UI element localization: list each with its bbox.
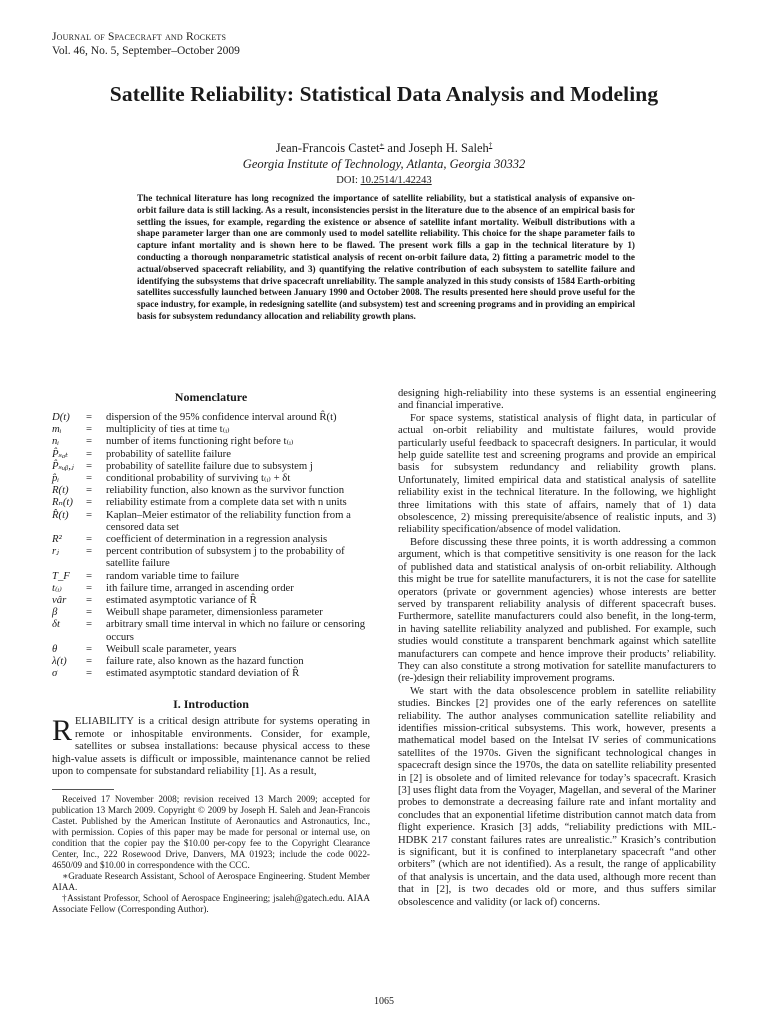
nomenclature-row bbox=[52, 435, 370, 447]
nomenclature-symbol: R̂(t) bbox=[52, 508, 69, 521]
nomenclature-row bbox=[52, 570, 370, 582]
nomenclature-row bbox=[52, 643, 370, 655]
author-block bbox=[0, 137, 768, 172]
nomenclature-row bbox=[52, 423, 370, 435]
affiliation: Georgia Institute of Technology, Atlanta, Georgia 30332 bbox=[242, 157, 526, 172]
page-number: 1065 bbox=[374, 996, 394, 1007]
nomenclature-definition: failure rate, also known as the hazard function bbox=[106, 655, 304, 668]
nomenclature-eq: = bbox=[86, 606, 93, 619]
nomenclature-row bbox=[52, 411, 370, 423]
nomenclature-eq: = bbox=[86, 423, 93, 436]
nomenclature-row bbox=[52, 582, 370, 594]
author-2-footnote-mark[interactable]: † bbox=[488, 141, 493, 149]
introduction-paragraph bbox=[52, 716, 370, 778]
nomenclature-definition: multiplicity of ties at time t₍ᵢ₎ bbox=[106, 423, 230, 436]
nomenclature-definition: Weibull scale parameter, years bbox=[106, 642, 237, 655]
nomenclature-eq: = bbox=[86, 581, 93, 594]
nomenclature-heading: Nomenclature bbox=[174, 390, 248, 404]
nomenclature-symbol: D(t) bbox=[52, 411, 70, 423]
nomenclature-definition: Kaplan–Meier estimator of the reliability function from a censored data set bbox=[106, 508, 351, 533]
nomenclature-row bbox=[52, 484, 370, 496]
nomenclature-definition: number of items functioning right before t₍ᵢ₎ bbox=[106, 435, 294, 448]
nomenclature-definition: reliability function, also known as the survivor function bbox=[106, 484, 345, 497]
nomenclature-eq: = bbox=[86, 435, 93, 448]
nomenclature-eq: = bbox=[86, 459, 93, 472]
nomenclature-eq: = bbox=[86, 447, 93, 460]
nomenclature-symbol: λ(t) bbox=[52, 655, 67, 668]
paper-title: Satellite Reliability: Statistical Data Analysis and Modeling bbox=[109, 82, 659, 106]
nomenclature-row bbox=[52, 606, 370, 618]
nomenclature-definition: dispersion of the 95% confidence interval around R̂(t) bbox=[106, 411, 337, 423]
nomenclature-row bbox=[52, 509, 370, 533]
nomenclature-eq: = bbox=[86, 642, 93, 655]
nomenclature-eq: = bbox=[86, 667, 93, 680]
nomenclature-definition: estimated asymptotic variance of R̂ bbox=[106, 594, 257, 607]
nomenclature-row bbox=[52, 667, 370, 679]
body-paragraph-1: designing high-reliability into these systems is an essential engineering and financial imperative. bbox=[398, 388, 716, 412]
nomenclature-symbol: t₍ᵢ₎ bbox=[52, 581, 62, 594]
left-column bbox=[52, 390, 370, 915]
author-and: and bbox=[384, 141, 409, 156]
nomenclature-symbol: Rₙ(t) bbox=[52, 496, 73, 509]
nomenclature-symbol: rⱼ bbox=[52, 545, 59, 558]
body-paragraph-3: Before discussing these three points, it is worth addressing a common argument, which is that competitive sensitivity is one reason for the lack of published data and statistical analysis of on-orbit reliability. Although this might be true for satellite manufacturers, it is not the case for satellite operators (private or government agencies) whose interests are better served by transparent reliability analysis of different spacecraft buses. Furthermore, satellite manufacturers could also benefit, in the long-term, in having satellite reliability analyzed and published. For example, such studies would constitute a transparent benchmark against which satellite manufacturers can compete and hence improve their products’ reliability. They can also constitute a strong motivation for satellite manufacturers to (re-)design their reliability improvement programs. bbox=[398, 536, 716, 685]
journal-volume: Vol. 46, No. 5, September–October 2009 bbox=[52, 45, 240, 57]
nomenclature-row bbox=[52, 448, 370, 460]
nomenclature-symbol: P̂ₛᵤᵦ,ⱼ bbox=[52, 459, 74, 472]
nomenclature-symbol: δt bbox=[52, 618, 60, 631]
nomenclature-eq: = bbox=[86, 618, 93, 631]
nomenclature-eq: = bbox=[86, 496, 93, 509]
nomenclature-definition: ith failure time, arranged in ascending order bbox=[106, 581, 294, 594]
nomenclature-symbol: vâr bbox=[52, 594, 67, 607]
nomenclature-row bbox=[52, 655, 370, 667]
nomenclature-definition: coefficient of determination in a regression analysis bbox=[106, 533, 328, 546]
footnote-author-1: ∗Graduate Research Assistant, School of Aerospace Engineering. Student Member AIAA. bbox=[52, 870, 370, 892]
nomenclature-eq: = bbox=[86, 472, 93, 485]
nomenclature-row bbox=[52, 618, 370, 642]
author-1-footnote-mark[interactable]: ∗ bbox=[379, 141, 385, 149]
doi-line bbox=[0, 175, 768, 186]
abstract: The technical literature has long recognized the importance of satellite reliability, but a statistical analysis of expansive on-orbit failure data is still lacking. As a result, inconsistencies persist in the literature due to the absence of an empirical basis for settling the issues, for example, regarding the existence or absence of satellite infant mortality. Weibull distributions with a shape parameter larger than one are commonly used to model satellite reliability. This choice for the shape parameter fails to capture infant mortality and is shown here to be flawed. The present work fills a gap in the technical literature by 1) conducting a thorough nonparametric statistical analysis of recent on-orbit failure data, 2) fitting a parametric model to the actual/observed spacecraft reliability, and 3) quantifying the relative contribution of each subsystem to satellite failure and identifying the subsystems that drive spacecraft unreliability. The sample analyzed in this study consists of 1584 Earth-orbiting satellites successfully launched between January 1990 and October 2008. The results presented here should prove useful for the space industry, for example, in redesigning satellite (and subsystem) test and screening programs and in providing an empirical basis for subsystem redundancy allocation and reliability growth plans. bbox=[137, 193, 635, 321]
nomenclature-definition: reliability estimate from a complete data set with n units bbox=[106, 496, 347, 509]
nomenclature-row bbox=[52, 472, 370, 484]
author-2[interactable]: Joseph H. Saleh bbox=[408, 141, 489, 156]
nomenclature-definition: arbitrary small time interval in which no failure or censoring occurs bbox=[106, 618, 366, 643]
nomenclature-eq: = bbox=[86, 533, 93, 546]
nomenclature-list bbox=[52, 411, 370, 679]
footnote-author-2: †Assistant Professor, School of Aerospace Engineering; jsaleh@gatech.edu. AIAA Associate Fellow (Corresponding Author). bbox=[52, 892, 370, 914]
nomenclature-row bbox=[52, 545, 370, 569]
nomenclature-definition: random variable time to failure bbox=[106, 569, 239, 582]
nomenclature-eq: = bbox=[86, 508, 93, 521]
body-paragraph-4: We start with the data obsolescence problem in satellite reliability studies. Binckes [2] provides one of the early references on satellite reliability. The author analyses communication satellite reliability and identifies mission-critical subsystems. This work, however, presents a mathematical model based on the Intelsat IV series of communications satellites of the 1970s. Given the significant technological changes in spacecraft design since the 1970s, the data on satellite reliability presented in [2] is obsolete and of limited relevance for today’s spacecraft. Krasich [3] uses flight data from the Voyager, Magellan, and several of the Mariner probes to demonstrate a decreasing failure rate and infant mortality and concludes that an exponential lifetime distribution cannot match data from flight experience. Krasich [3] adds, “reliability predictions with MIL-HDBK 217 constant failures rates are unrealistic.” Krasich’s contribution is significant, but it is confined to interplanetary spacecraft “and other orbiters” (which are not identified). As a result, the range of applicability of that analysis is uncertain, and the data used, although more recent than that in [2], is two decades old or more, and thus suffers similar obsolescence and validity (or lack of) concerns. bbox=[398, 685, 716, 908]
nomenclature-definition: estimated asymptotic standard deviation of R̂ bbox=[106, 667, 300, 680]
nomenclature-symbol: nᵢ bbox=[52, 435, 60, 448]
nomenclature-symbol: θ bbox=[52, 642, 58, 655]
nomenclature-symbol: T_F bbox=[52, 569, 70, 582]
nomenclature-symbol: R² bbox=[52, 533, 62, 546]
nomenclature-symbol: p̂ᵢ bbox=[52, 472, 60, 485]
nomenclature-definition: probability of satellite failure due to subsystem j bbox=[106, 459, 313, 472]
nomenclature-symbol: β bbox=[52, 606, 58, 619]
doi-label: DOI: bbox=[336, 175, 361, 186]
nomenclature-definition: conditional probability of surviving t₍ᵢ₎ + δt bbox=[106, 472, 291, 485]
doi-link[interactable]: 10.2514/1.42243 bbox=[360, 175, 432, 186]
nomenclature-definition: Weibull shape parameter, dimensionless parameter bbox=[106, 606, 323, 619]
nomenclature-symbol: mᵢ bbox=[52, 423, 62, 436]
nomenclature-eq: = bbox=[86, 411, 93, 423]
footnote-received: Received 17 November 2008; revision received 13 March 2009; accepted for publication 13 March 2009. Copyright © 2009 by Joseph H. Saleh and Jean-Francois Castet. Published by the American Institute of Aeronautics and Astronautics, Inc., with permission. Copies of this paper may be made for personal or internal use, on condition that the copier pay the $10.00 per-copy fee to the Copyright Clearance Center, Inc., 222 Rosewood Drive, Danvers, MA 01923; include the code 0022-4650/09 and $10.00 in correspondence with the CCC. bbox=[52, 793, 370, 870]
nomenclature-eq: = bbox=[86, 484, 93, 497]
right-column bbox=[398, 388, 716, 909]
journal-header bbox=[52, 30, 240, 58]
nomenclature-row bbox=[52, 460, 370, 472]
intro-text: is a critical design attribute for systems operating in remote or inhospitable environments. Consider, for example, satellites or subsea installations: because physical access to these high-value assets is difficult or impossible, maintenance cannot be relied upon to compensate for substandard reliability [1]. As a result, bbox=[52, 716, 370, 778]
nomenclature-definition: probability of satellite failure bbox=[106, 447, 231, 460]
nomenclature-eq: = bbox=[86, 594, 93, 607]
dropcap: R bbox=[52, 714, 73, 748]
nomenclature-row bbox=[52, 496, 370, 508]
author-1[interactable]: Jean-Francois Castet bbox=[275, 141, 380, 156]
nomenclature-eq: = bbox=[86, 569, 93, 582]
body-paragraph-2: For space systems, statistical analysis of flight data, in particular of actual on-orbit reliability and multistate failures, would provide particularly useful feedback to spacecraft designers. In particular, it would help guide satellite test and screening programs and provide an empirical basis for subsystem redundancy and reliability growth plans. Unfortunately, limited empirical data and statistical analysis of satellite reliability exist in the technical literature. In the following, we highlight three limitations with this state of affairs, namely that of 1) data obsolescence, 2) missing prerequisite/absence of realistic inputs, and 3) reliability specification/absence of model validation. bbox=[398, 412, 716, 536]
nomenclature-symbol: σ bbox=[52, 667, 58, 680]
footnote-divider bbox=[52, 789, 114, 790]
nomenclature-eq: = bbox=[86, 545, 93, 558]
nomenclature-symbol: R(t) bbox=[52, 484, 69, 497]
nomenclature-row bbox=[52, 533, 370, 545]
journal-name: Journal of Spacecraft and Rockets bbox=[52, 31, 227, 43]
nomenclature-eq: = bbox=[86, 655, 93, 668]
intro-lead: ELIABILITY bbox=[75, 716, 134, 728]
introduction-heading: I. Introduction bbox=[173, 697, 249, 712]
nomenclature-definition: percent contribution of subsystem j to the probability of satellite failure bbox=[106, 545, 345, 570]
nomenclature-row bbox=[52, 594, 370, 606]
nomenclature-symbol: P̂ₛₐₜ bbox=[52, 447, 68, 460]
